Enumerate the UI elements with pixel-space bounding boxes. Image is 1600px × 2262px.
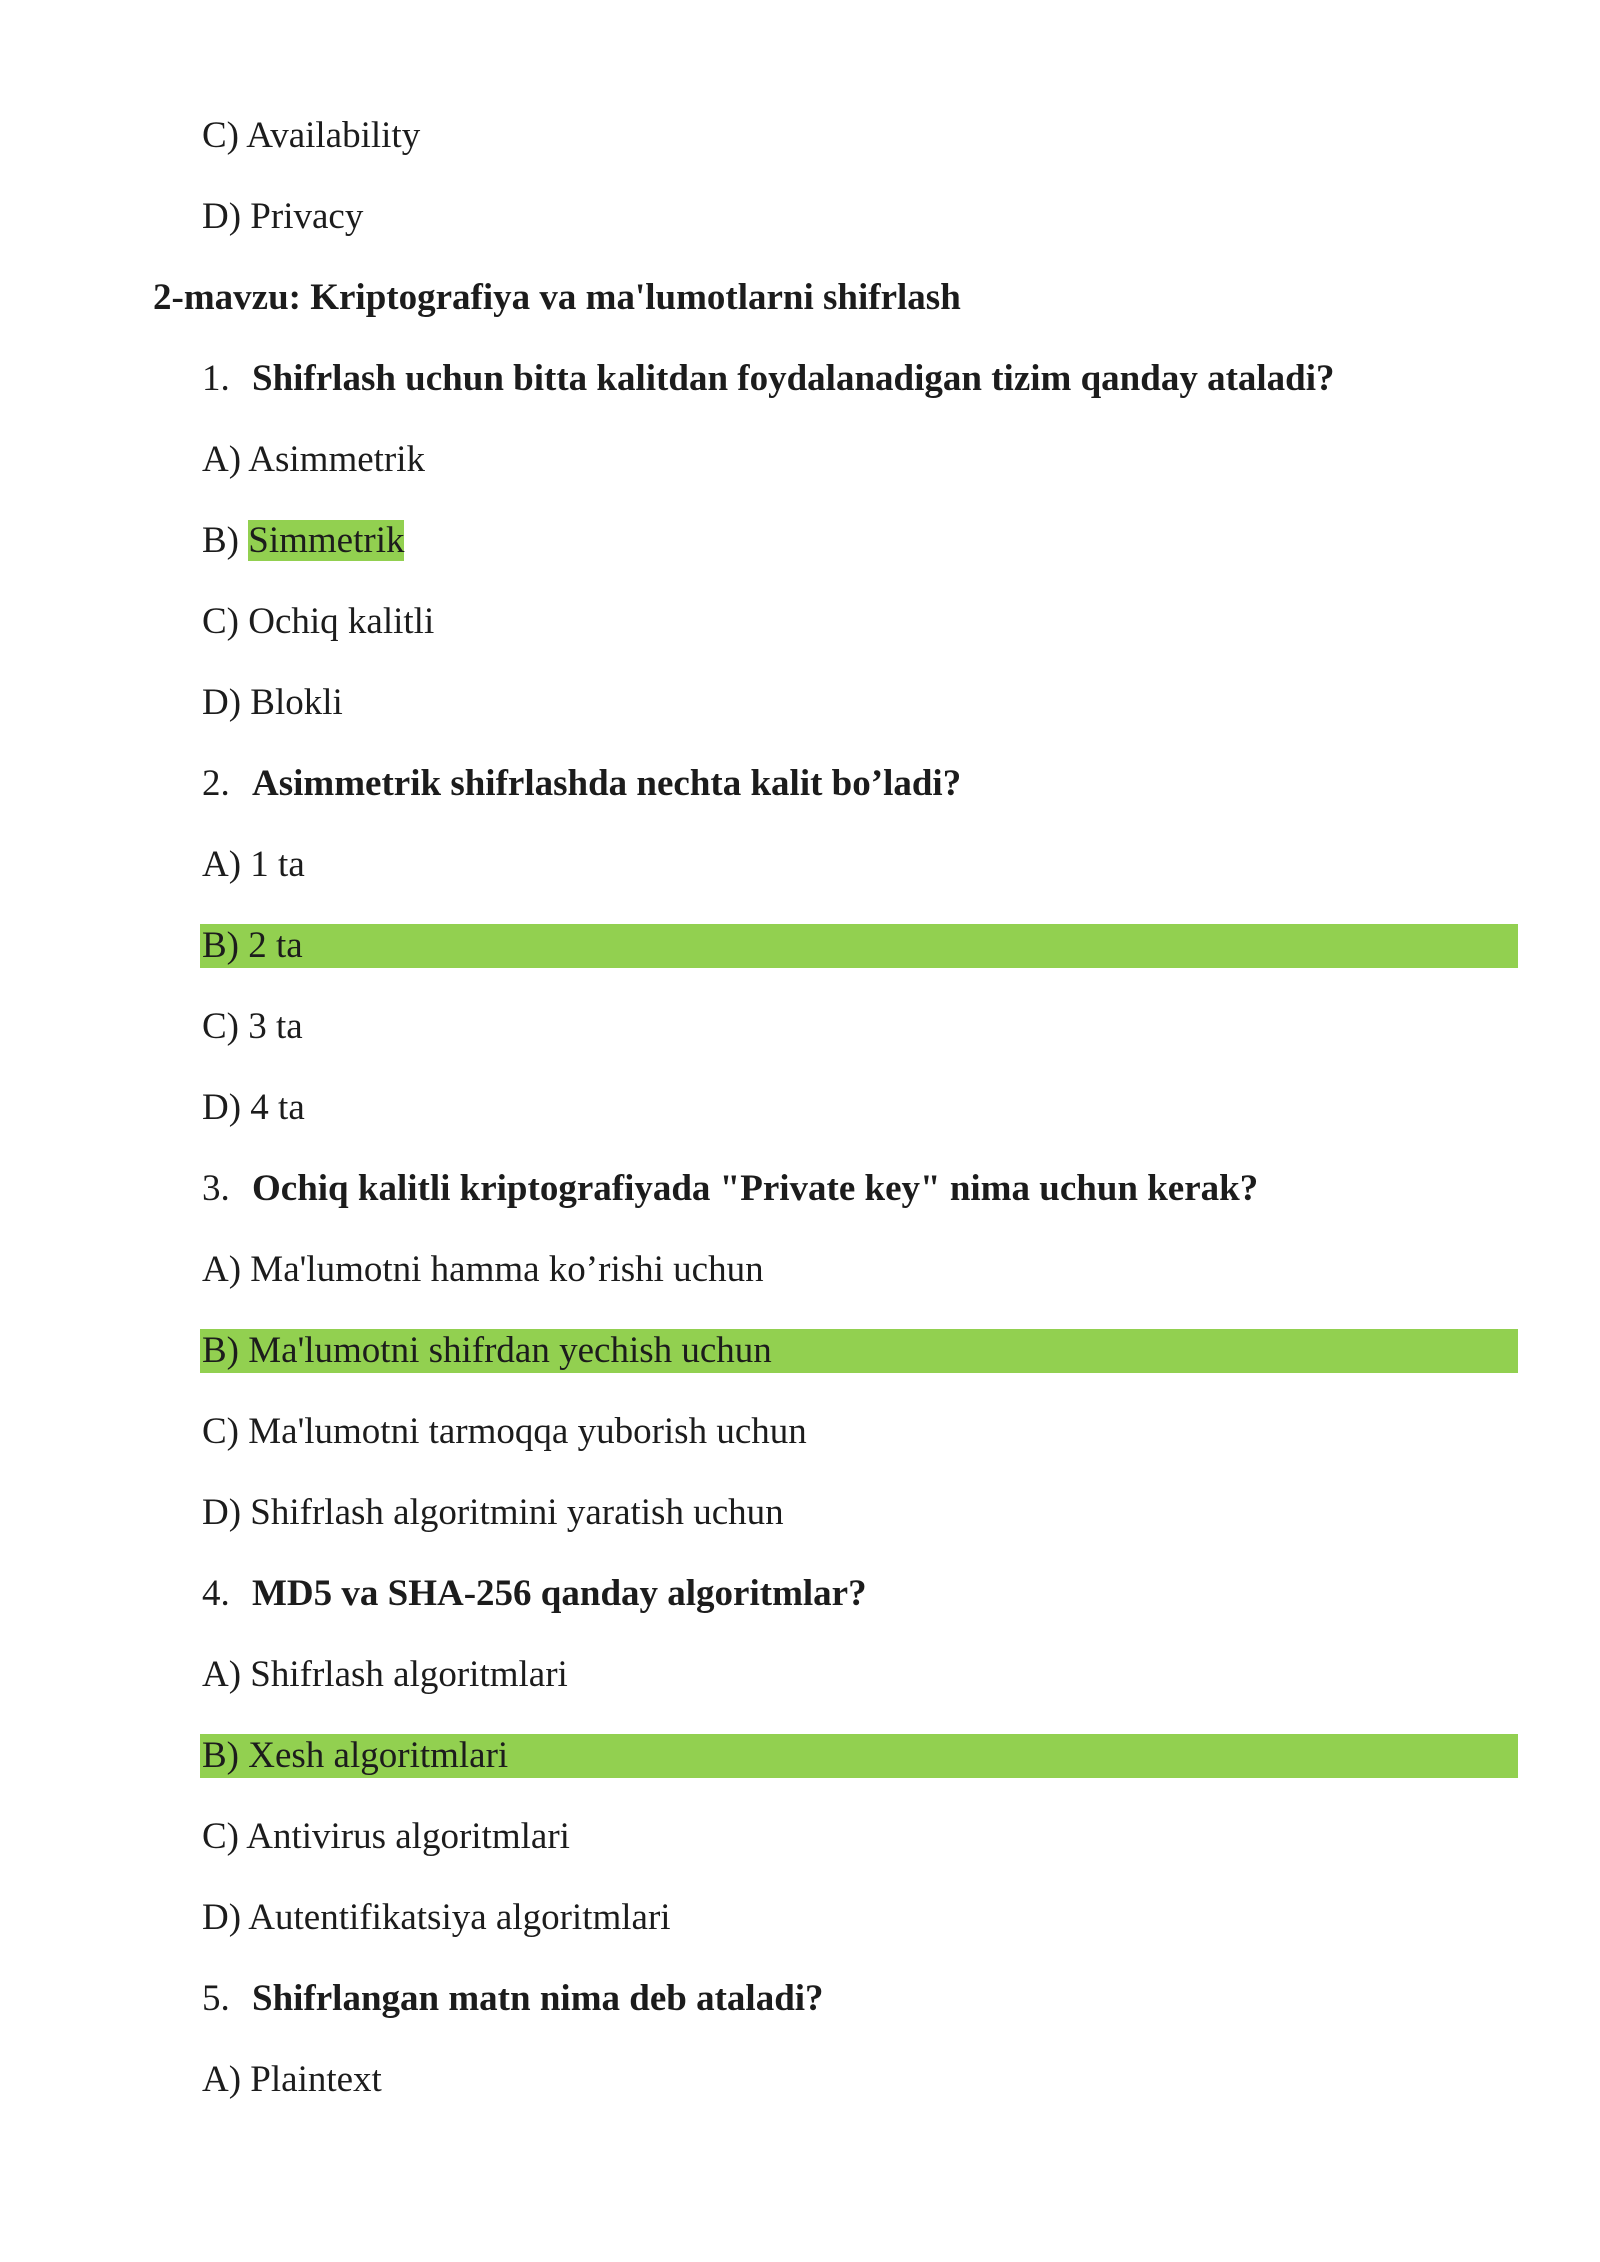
option-letter: C) [202, 601, 239, 642]
option-letter: A) [202, 1654, 242, 1695]
option-line [202, 1005, 303, 1049]
option-letter: D) [202, 682, 242, 723]
option-line [202, 1491, 784, 1535]
option-letter: B) [202, 925, 239, 966]
option-text: Shifrlash algoritmlari [250, 1654, 568, 1695]
question-number: 2. [202, 763, 230, 804]
option-letter: B) [202, 520, 239, 561]
option-line-correct [202, 924, 303, 968]
option-text: Ma'lumotni hamma ko’rishi uchun [250, 1249, 764, 1290]
option-text: Ma'lumotni shifrdan yechish uchun [248, 1330, 772, 1371]
option-line [202, 600, 434, 644]
option-text: Privacy [250, 196, 364, 237]
option-line [202, 843, 305, 887]
option-text: Antivirus algoritmlari [246, 1816, 570, 1857]
question-heading [202, 1977, 824, 2021]
option-text: Availability [246, 115, 421, 156]
question-heading [202, 1572, 867, 1616]
option-line-correct [202, 519, 404, 563]
question-number: 5. [202, 1978, 230, 2019]
option-letter: A) [202, 1249, 242, 1290]
option-line [202, 1896, 671, 1940]
correct-answer-highlight [200, 924, 1518, 968]
question-text: Asimmetrik shifrlashda nechta kalit bo’ladi? [252, 763, 962, 804]
question-number: 1. [202, 358, 230, 399]
option-line [202, 114, 420, 158]
question-text: MD5 va SHA-256 qanday algoritmlar? [252, 1573, 867, 1614]
question-heading [202, 762, 961, 806]
option-text: 3 ta [248, 1006, 303, 1047]
option-text: Xesh algoritmlari [248, 1735, 509, 1776]
option-text: Autentifikatsiya algoritmlari [248, 1897, 671, 1938]
option-letter: C) [202, 115, 239, 156]
question-heading [202, 357, 1335, 401]
question-text: Ochiq kalitli kriptografiyada "Private key" nima uchun kerak? [252, 1168, 1259, 1209]
option-line [202, 1248, 764, 1292]
option-line [202, 1086, 305, 1130]
option-text: Ma'lumotni tarmoqqa yuborish uchun [248, 1411, 807, 1452]
question-number: 3. [202, 1168, 230, 1209]
option-line [202, 438, 425, 482]
option-letter: A) [202, 2059, 242, 2100]
option-letter: D) [202, 1897, 242, 1938]
option-letter: B) [202, 1735, 239, 1776]
option-letter: D) [202, 1087, 242, 1128]
option-line-correct [202, 1329, 772, 1373]
option-line [202, 1653, 568, 1697]
correct-answer-highlight: Simmetrik [248, 520, 405, 561]
option-letter: C) [202, 1006, 239, 1047]
option-letter: C) [202, 1816, 239, 1857]
option-letter: D) [202, 1492, 242, 1533]
option-letter: C) [202, 1411, 239, 1452]
option-text: Ochiq kalitli [248, 601, 435, 642]
option-line [202, 681, 343, 725]
option-line [202, 1410, 807, 1454]
option-letter: A) [202, 439, 242, 480]
question-number: 4. [202, 1573, 230, 1614]
option-line [202, 1815, 570, 1859]
option-line [202, 195, 363, 239]
option-letter: D) [202, 196, 242, 237]
section-title: 2-mavzu: Kriptografiya va ma'lumotlarni shifrlash [153, 277, 961, 318]
option-text: Asimmetrik [248, 439, 426, 480]
question-heading [202, 1167, 1258, 1211]
option-text: 4 ta [250, 1087, 305, 1128]
option-text: 1 ta [250, 844, 305, 885]
option-text: Blokli [250, 682, 343, 723]
question-text: Shifrlash uchun bitta kalitdan foydalanadigan tizim qanday ataladi? [252, 358, 1335, 399]
option-line-correct [202, 1734, 508, 1778]
option-text: 2 ta [248, 925, 303, 966]
option-text: Shifrlash algoritmini yaratish uchun [250, 1492, 784, 1533]
option-letter: B) [202, 1330, 239, 1371]
option-line [202, 2058, 382, 2102]
option-text: Plaintext [250, 2059, 382, 2100]
option-letter: A) [202, 844, 242, 885]
question-text: Shifrlangan matn nima deb ataladi? [252, 1978, 824, 2019]
